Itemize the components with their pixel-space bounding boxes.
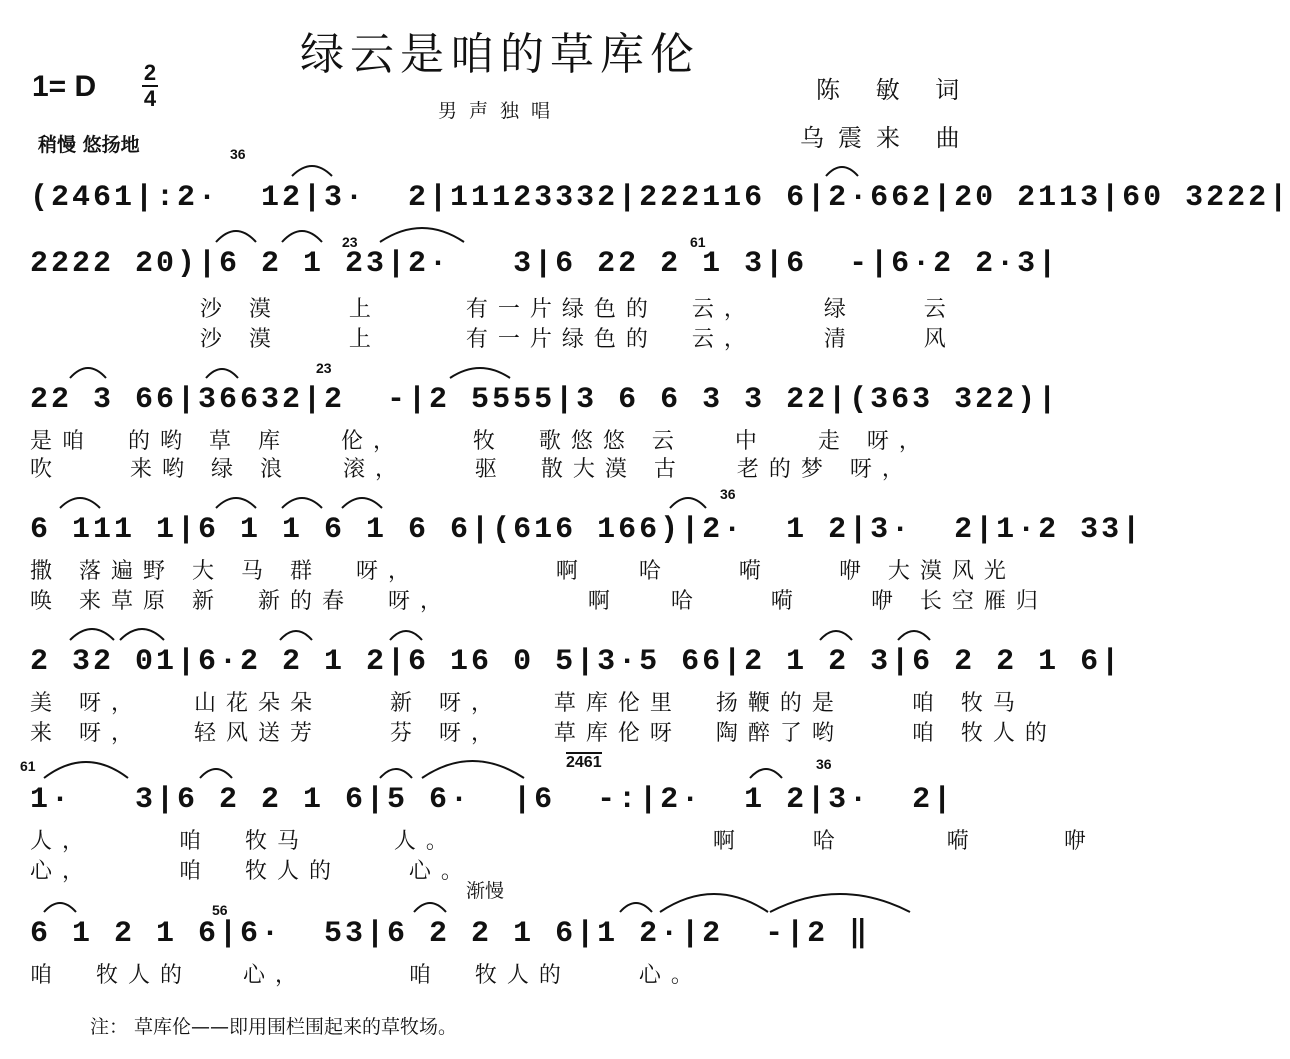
lyric-line-1: 咱 牧人的 心， 咱 牧人的 心。: [30, 963, 703, 988]
notation-line: (2461|:2· 12|3· 2|11123332|222116 6|2·662|20 2113|60 3222|: [30, 181, 1290, 215]
lyric-line-1: 人， 咱 牧马 人。 啊 哈 嗬 咿: [30, 829, 1096, 854]
grace-note: 36: [816, 756, 832, 772]
lyric-line-2: 来 呀， 轻风送芳 芬 呀， 草库伦呀 陶醉了哟 咱 牧人的: [30, 721, 1057, 746]
notation-line: 6 1 2 1 6|6· 53|6 2 2 1 6|1 2·|2 -|2 ‖: [30, 917, 871, 951]
grace-note: 23: [342, 234, 358, 250]
lyric-line-1: 沙 漠 上 有一片绿色的 云， 绿 云: [30, 297, 956, 322]
key-signature: 1= D: [32, 70, 97, 103]
time-signature-bottom: 4: [143, 86, 157, 111]
song-subtitle: 男声独唱: [437, 100, 562, 122]
tempo-change-marking: 渐慢: [466, 880, 505, 902]
grace-note: 23: [316, 360, 332, 376]
slur-marks: [30, 754, 975, 784]
grace-note: 61: [690, 234, 706, 250]
grace-note: 56: [212, 902, 228, 918]
notation-line: 2 32 01|6·2 2 1 2|6 16 0 5|3·5 66|2 1 2 3|6 2 2 1 6|: [30, 645, 1123, 679]
notation-line: 2222 20)|6 2 1 23|2· 3|6 22 2 1 3|6 -|6·2 2·3|: [30, 247, 1060, 281]
notation-line: 22 3 66|36632|2 -|2 5555|3 6 6 3 3 22|(363 322)|: [30, 383, 1060, 417]
slur-marks: [30, 152, 975, 182]
lyric-line-2: 唤 来草原 新 新的春 呀， 啊 哈 嗬 咿 长空雁归: [30, 589, 1048, 614]
footnote: 注： 草库伦——即用围栏围起来的草牧场。: [90, 1016, 458, 1038]
slur-marks: [30, 354, 975, 384]
volta-bracket: 2461: [566, 754, 602, 771]
lyric-line-1: 美 呀， 山花朵朵 新 呀， 草库伦里 扬鞭的是 咱 牧马: [30, 691, 1025, 716]
lyricist-credit: 陈 敏 词: [816, 76, 974, 104]
grace-note: 36: [720, 486, 736, 502]
grace-note: 36: [230, 146, 246, 162]
grace-note: 61: [20, 758, 36, 774]
lyric-line-1: 撒 落遍野 大 马 群 呀， 啊 哈 嗬 咿 大漠风光: [30, 559, 1016, 584]
slur-marks: [30, 888, 975, 918]
composer-credit: 乌震来 曲: [800, 124, 974, 152]
notation-line: 6 111 1|6 1 1 6 1 6 6|(616 166)|2· 1 2|3· 2|1·2 33|: [30, 513, 1144, 547]
slur-marks: [30, 484, 975, 514]
lyric-line-2: 吹 来哟 绿 浪 滚， 驱 散大漠 古 老的梦 呀，: [30, 457, 914, 482]
lyric-line-2: 心， 咱 牧人的 心。: [30, 859, 473, 884]
lyric-line-1: 是咱 的哟 草 库 伦， 牧 歌悠悠 云 中 走 呀，: [30, 429, 931, 454]
tempo-marking: 稍慢 悠扬地: [38, 134, 140, 156]
song-title: 绿云是咱的草库伦: [300, 29, 700, 80]
time-signature: [142, 62, 158, 110]
slur-marks: [30, 218, 975, 248]
time-signature-top: 2: [143, 60, 157, 85]
notation-line: 1· 3|6 2 2 1 6|5 6· |6 -:|2· 1 2|3· 2|: [30, 783, 955, 817]
lyric-line-2: 沙 漠 上 有一片绿色的 云， 清 风: [30, 327, 956, 352]
slur-marks: [30, 616, 975, 646]
